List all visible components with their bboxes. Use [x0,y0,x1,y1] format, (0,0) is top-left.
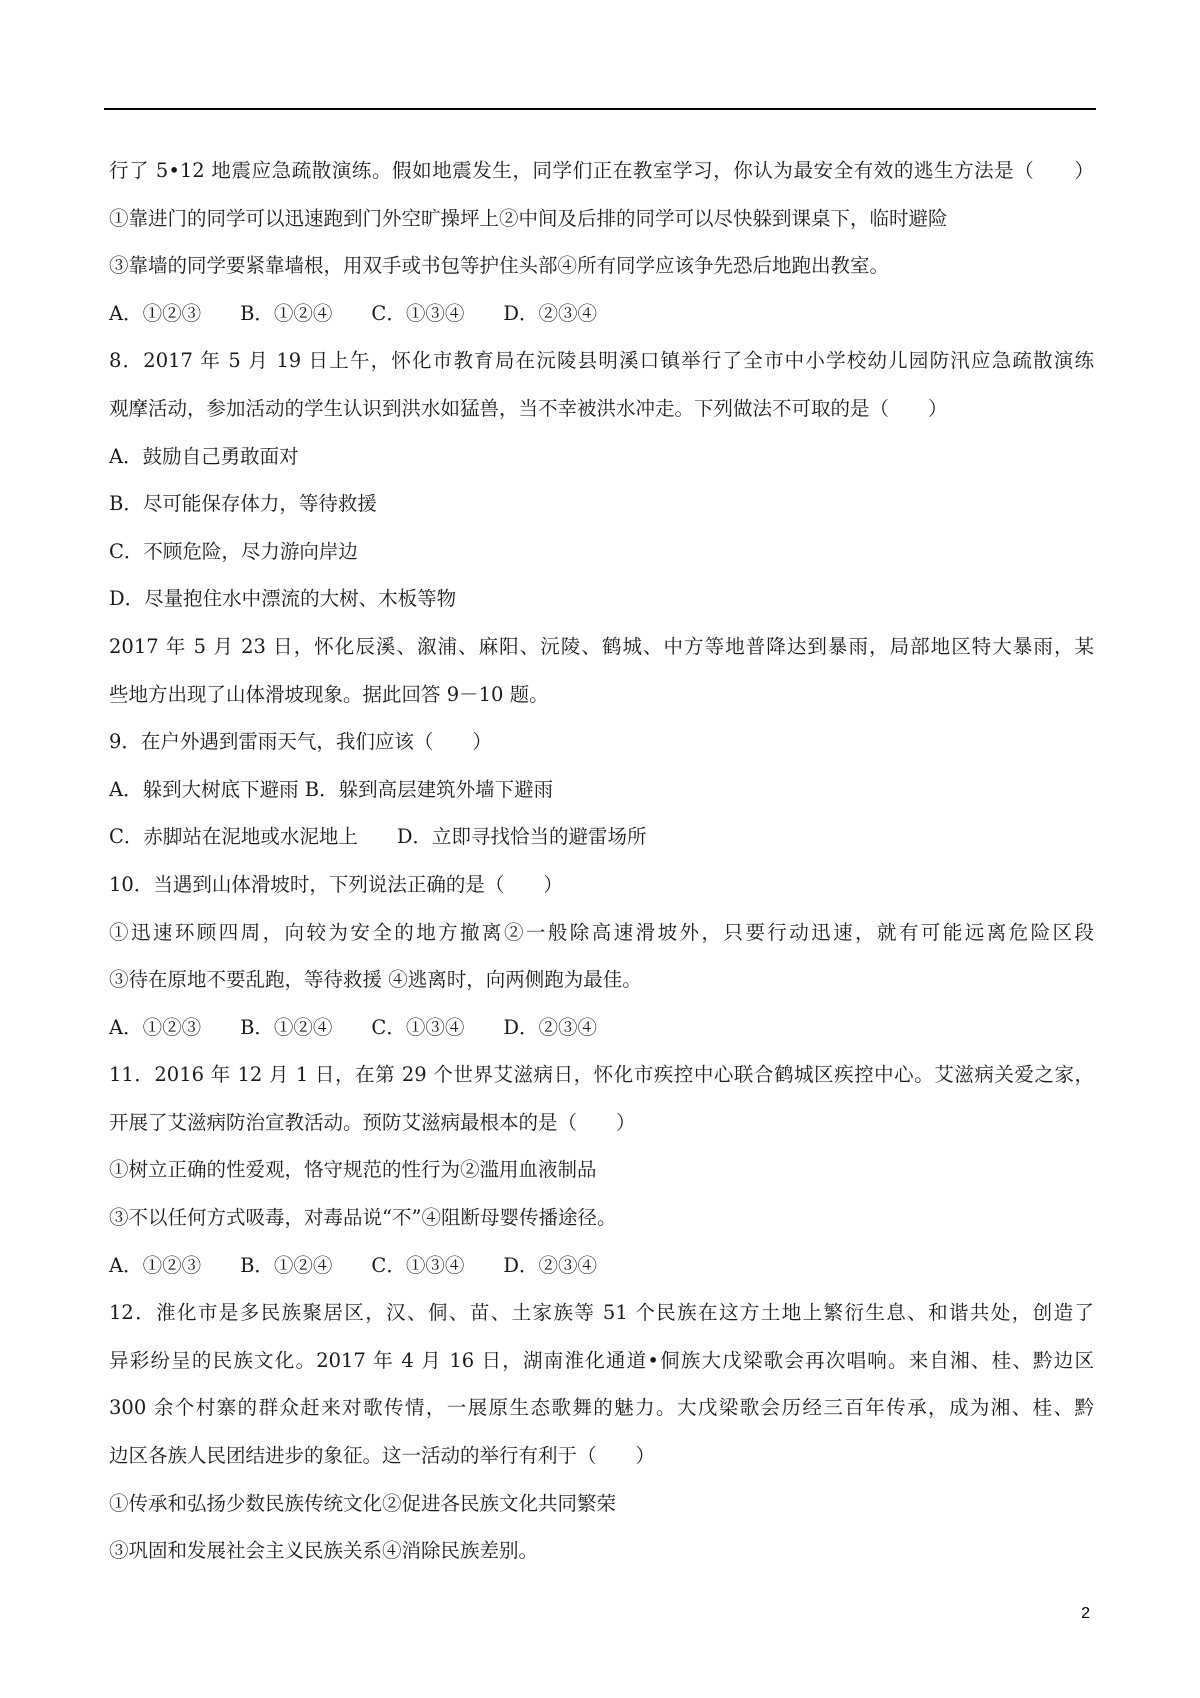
text-line: 边区各族人民团结进步的象征。这一活动的举行有利于（ ） [109,1444,656,1468]
answer-options-q11: A．①②③ B．①②④ C．①③④ D．②③④ [109,1253,597,1277]
options-cd-q9: C．赤脚站在泥地或水泥地上 D．立即寻找恰当的避雷场所 [109,825,647,849]
text-line: ①靠进门的同学可以迅速跑到门外空旷操坪上②中间及后排的同学可以尽快躲到课桌下，临时避险 [109,206,948,230]
answer-options-q10: A．①②③ B．①②④ C．①③④ D．②③④ [109,1015,597,1039]
text-line: 开展了艾滋病防治宣教活动。预防艾滋病最根本的是（ ） [109,1110,636,1134]
text-line: ③待在原地不要乱跑，等待救援 ④逃离时，向两侧跑为最佳。 [109,968,642,992]
text-line: 异彩纷呈的民族文化。2017 年 4 月 16 日，湖南淮化通道•侗族大戊梁歌会再次唱响。来自湘、桂、黔边区 [109,1348,1094,1372]
question-11: 11．2016 年 12 月 1 日，在第 29 个世界艾滋病日，怀化市疾控中心联合鹤城区疾控中心。艾滋病关爱之家， [109,1063,1094,1087]
text-line: ③不以任何方式吸毒，对毒品说“不”④阻断母婴传播途径。 [109,1206,617,1230]
question-10: 10．当遇到山体滑坡时，下列说法正确的是（ ） [109,872,563,896]
text-line: ③靠墙的同学要紧靠墙根，用双手或书包等护住头部④所有同学应该争先恐后地跑出教室。 [109,254,890,278]
question-9: 9．在户外遇到雷雨天气，我们应该（ ） [109,730,492,754]
option-c-q8: C．不顾危险，尽力游向岸边 [109,539,358,563]
text-line: ①树立正确的性爱观，恪守规范的性行为②滥用血液制品 [109,1158,597,1182]
text-line: 些地方出现了山体滑坡现象。据此回答 9－10 题。 [109,682,549,706]
text-line: ①迅速环顾四周，向较为安全的地方撤离②一般除高速滑坡外，只要行动迅速，就有可能远离危险区段 [109,920,1094,944]
text-line: 300 余个村寨的群众赶来对歌传情，一展原生态歌舞的魅力。大戊梁歌会历经三百年传承，成为湘、桂、黔 [109,1396,1094,1420]
question-12: 12．淮化市是多民族聚居区，汉、侗、苗、土家族等 51 个民族在这方土地上繁衍生息、和谐共处，创造了 [109,1301,1094,1325]
answer-options-q7: A．①②③ B．①②④ C．①③④ D．②③④ [109,301,597,325]
option-a-q8: A．鼓励自己勇敢面对 [109,444,299,468]
text-line: 行了 5•12 地震应急疏散演练。假如地震发生，同学们正在教室学习，你认为最安全有效的逃生方法是（ ） [109,159,1094,182]
text-line: ①传承和弘扬少数民族传统文化②促进各民族文化共同繁荣 [109,1491,617,1515]
text-line: ③巩固和发展社会主义民族关系④消除民族差别。 [109,1539,539,1563]
passage-9-10: 2017 年 5 月 23 日，怀化辰溪、溆浦、麻阳、沅陵、鹤城、中方等地普降达到暴雨，局部地区特大暴雨，某 [109,634,1094,658]
page-content [109,147,1094,1575]
options-ab-q9: A．躲到大树底下避雨 B．躲到高层建筑外墙下避雨 [109,777,554,801]
option-d-q8: D．尽量抱住水中漂流的大树、木板等物 [109,587,457,611]
text-line: 观摩活动，参加活动的学生认识到洪水如猛兽，当不幸被洪水冲走。下列做法不可取的是（ ） [109,396,948,420]
page-number: 2 [1081,1605,1090,1622]
option-b-q8: B．尽可能保存体力，等待救援 [109,492,377,516]
question-8: 8．2017 年 5 月 19 日上午，怀化市教育局在沅陵县明溪口镇举行了全市中小学校幼儿园防汛应急疏散演练 [109,349,1094,373]
header-rule [104,108,1096,110]
